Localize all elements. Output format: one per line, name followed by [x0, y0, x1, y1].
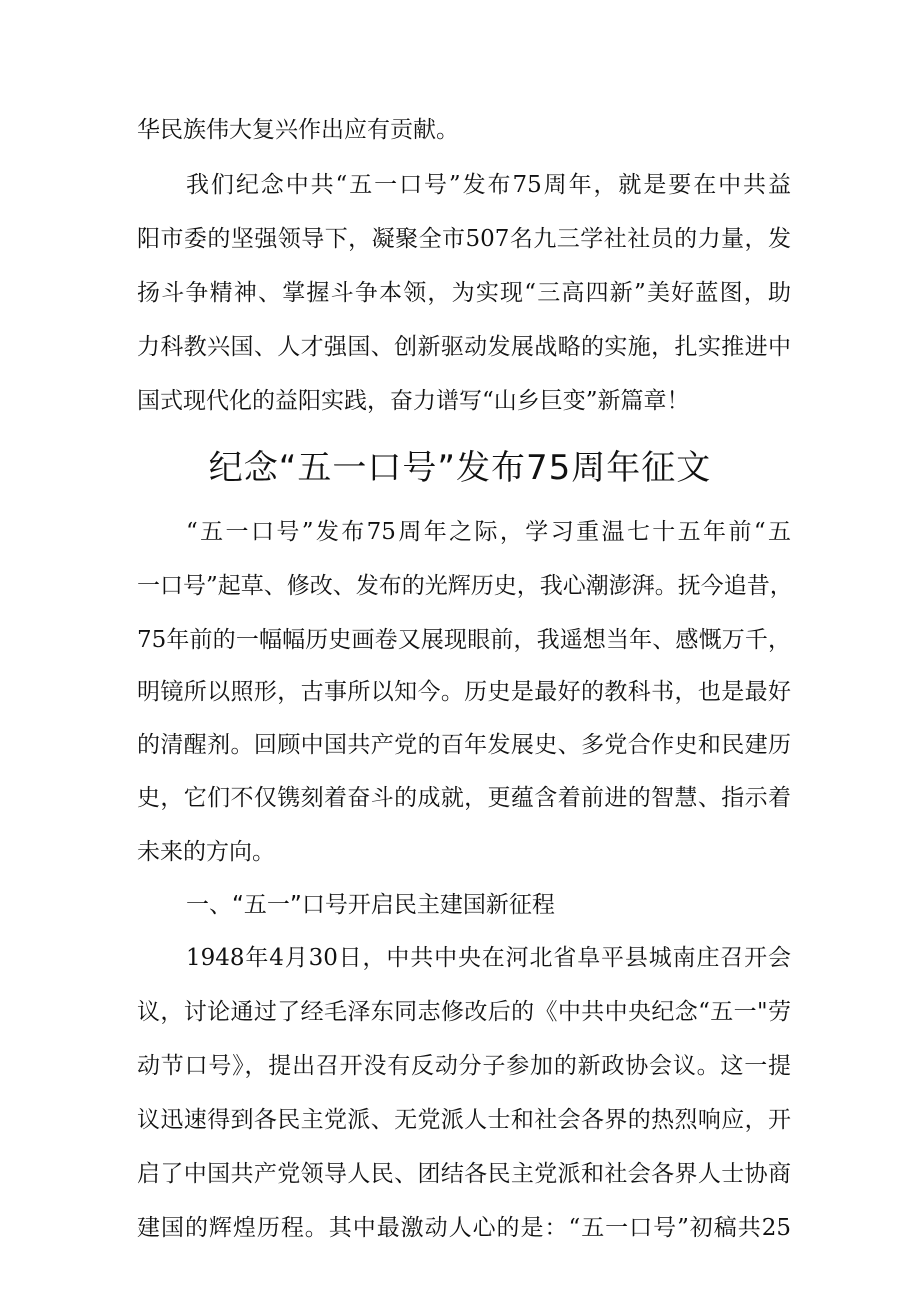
paragraph-line: 扬斗争精神、掌握斗争本领，为实现“三高四新”美好蓝图，助	[137, 280, 791, 306]
article-title: 纪念“五一口号”发布75周年征文	[208, 448, 712, 488]
paragraph-line: 未来的方向。	[137, 839, 275, 865]
paragraph-line: 国式现代化的益阳实践，奋力谱写“山乡巨变”新篇章！	[137, 388, 690, 414]
paragraph-line: 1948年4月30日，中共中央在河北省阜平县城南庄召开会	[186, 945, 791, 971]
paragraph-line: 议迅速得到各民主党派、无党派人士和社会各界的热烈响应，开	[137, 1107, 791, 1133]
paragraph-line: 75年前的一幅幅历史画卷又展现眼前，我遥想当年、感慨万千，	[137, 627, 791, 653]
paragraph-line: 史，它们不仅镌刻着奋斗的成就，更蕴含着前进的智慧、指示着	[137, 785, 791, 811]
paragraph-line: 华民族伟大复兴作出应有贡献。	[137, 117, 459, 143]
paragraph-line: 建国的辉煌历程。其中最激动人心的是：“五一口号”初稿共25	[137, 1215, 791, 1241]
section-heading: 一、“五一”口号开启民主建国新征程	[186, 892, 555, 918]
paragraph-line: 一口号”起草、修改、发布的光辉历史，我心潮澎湃。抚今追昔，	[137, 573, 793, 599]
paragraph-line: 启了中国共产党领导人民、团结各民主党派和社会各界人士协商	[137, 1161, 791, 1187]
paragraph-line: 的清醒剂。回顾中国共产党的百年发展史、多党合作史和民建历	[137, 732, 791, 758]
paragraph-line: 议，讨论通过了经毛泽东同志修改后的《中共中央纪念“五一"劳	[137, 999, 791, 1025]
paragraph-line: 阳市委的坚强领导下，凝聚全市507名九三学社社员的力量，发	[137, 226, 791, 252]
paragraph-line: “五一口号”发布75周年之际，学习重温七十五年前“五	[186, 519, 791, 545]
paragraph-line: 明镜所以照形，古事所以知今。历史是最好的教科书，也是最好	[137, 679, 791, 705]
paragraph-line: 动节口号》，提出召开没有反动分子参加的新政协会议。这一提	[137, 1053, 791, 1079]
paragraph-line: 力科教兴国、人才强国、创新驱动发展战略的实施，扎实推进中	[137, 334, 791, 360]
paragraph-line: 我们纪念中共“五一口号”发布75周年，就是要在中共益	[186, 172, 791, 198]
